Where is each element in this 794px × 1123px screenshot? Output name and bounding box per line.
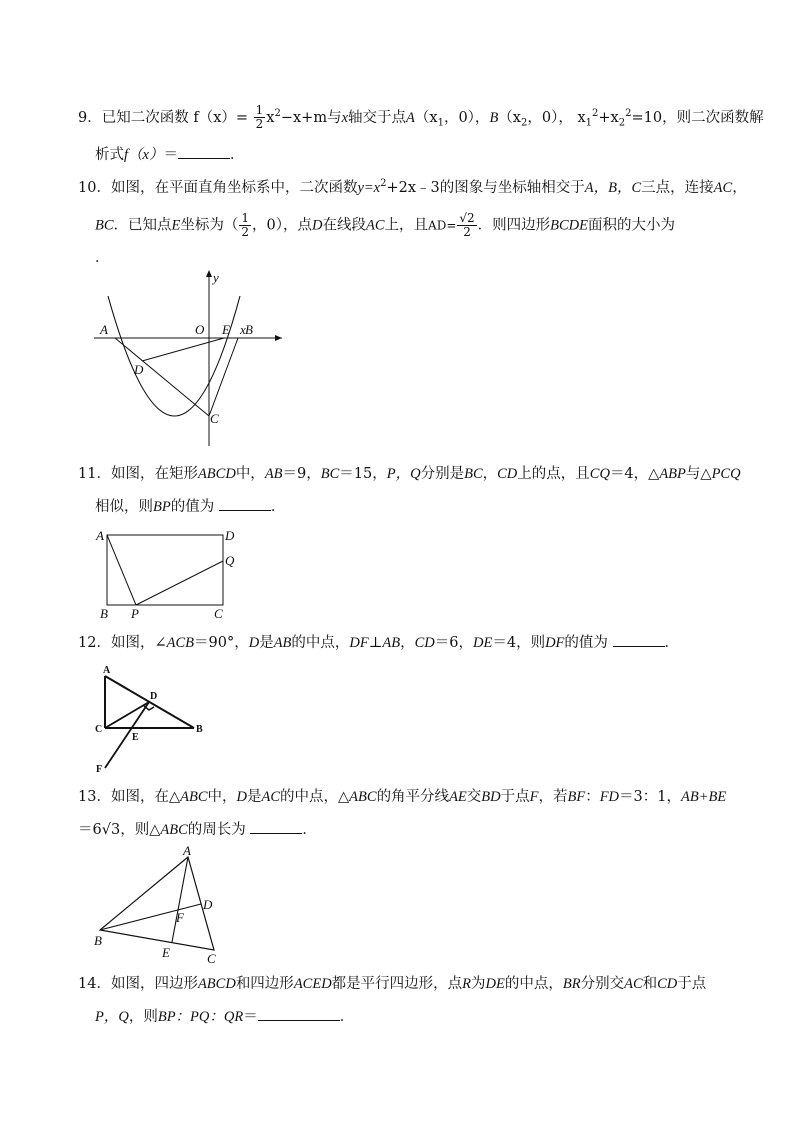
q13-answer-blank bbox=[250, 819, 302, 834]
parabola bbox=[108, 296, 240, 416]
label-a: A bbox=[183, 843, 191, 858]
label-f: F bbox=[176, 910, 184, 925]
q14-answer-blank bbox=[258, 1006, 340, 1021]
label-c: C bbox=[95, 724, 103, 735]
label-c: C bbox=[210, 411, 219, 426]
q10-line2: BC．已知点E坐标为（ $\frac{1}{2}$ ，0），点D在线段AC上，且AD= $\frac{√2}{2}$ ．则四边形BCDE面积的大小为 bbox=[95, 211, 676, 239]
label-a: A bbox=[103, 665, 111, 676]
segment-pq bbox=[136, 561, 223, 605]
y-axis-arrow bbox=[206, 270, 212, 277]
q9-answer-blank bbox=[178, 144, 230, 159]
label-e: E bbox=[132, 732, 139, 743]
q11-line2: 相似，则BP的值为 ． bbox=[95, 496, 285, 517]
q12-line1: 12．如图，∠ACB＝90°，D是AB的中点，DF⊥AB，CD＝6，DE＝4，则DF的值为 ． bbox=[78, 632, 679, 653]
q13-line2: ＝6√3，则△ABC的周长为 ． bbox=[78, 819, 317, 840]
q9-line2: 析式f（x）＝ ． bbox=[95, 144, 244, 165]
q11-answer-blank bbox=[219, 496, 271, 511]
segment-de bbox=[142, 338, 224, 361]
label-e: E bbox=[162, 945, 170, 960]
q9-number: 9． bbox=[78, 109, 102, 126]
segment-cd bbox=[105, 702, 149, 728]
label-a: A bbox=[96, 528, 104, 543]
label-e: E bbox=[222, 322, 230, 337]
label-b: B bbox=[245, 322, 253, 337]
q11-figure bbox=[92, 525, 252, 620]
label-x: x bbox=[240, 322, 246, 337]
right-angle-mark bbox=[144, 706, 154, 710]
label-p: P bbox=[131, 606, 139, 620]
segment-df bbox=[105, 702, 149, 768]
label-y: y bbox=[213, 270, 219, 285]
q14-line2: P，Q，则BP：PQ：QR＝ ． bbox=[95, 1006, 354, 1027]
segment-ap bbox=[107, 535, 136, 605]
label-c: C bbox=[214, 606, 223, 620]
triangle-abc bbox=[100, 857, 214, 950]
q12-figure bbox=[92, 660, 212, 775]
label-f: F bbox=[96, 764, 103, 775]
label-d: D bbox=[150, 691, 158, 702]
label-d: D bbox=[203, 897, 213, 912]
x-axis-arrow bbox=[275, 335, 282, 341]
q9-frac: $\frac{1}{2}$ bbox=[255, 103, 264, 132]
label-b: B bbox=[196, 724, 203, 735]
q13-line1: 13．如图，在△ABC中，D是AC的中点，△ABC的角平分线AE交BD于点F，若BF：FD＝3：1，AB+BE bbox=[78, 789, 727, 805]
q10-line1: 10．如图，在平面直角坐标系中，二次函数$y=x^2+2x﹣3$的图象与坐标轴相交于A，B，C三点，连接AC， bbox=[78, 178, 747, 196]
q10-figure bbox=[90, 266, 290, 451]
q10-line3: ． bbox=[95, 250, 110, 266]
label-b: B bbox=[94, 933, 102, 948]
q9-line1: 9．已知二次函数 f（x）= $\frac{1}{2}$ $x^2-x+m$与x轴交于点$A(x_1$，0），$B(x_2$，0）， $x_1^2+x_2^2=10$，则二次函数解 bbox=[78, 103, 764, 132]
q12-answer-blank bbox=[613, 632, 665, 647]
segment-ac bbox=[115, 338, 209, 416]
q13-figure bbox=[90, 842, 230, 967]
q11-line1: 11．如图，在矩形ABCD中，AB＝9，BC＝15，P，Q分别是BC，CD上的点，且CQ＝4，△ABP与△PCQ bbox=[78, 466, 741, 482]
label-d: D bbox=[225, 528, 235, 543]
segment-ae bbox=[172, 857, 188, 942]
label-c: C bbox=[207, 951, 216, 966]
label-a: A bbox=[100, 322, 108, 337]
label-b: B bbox=[100, 606, 108, 620]
label-d: D bbox=[134, 362, 144, 377]
q14-line1: 14．如图，四边形ABCD和四边形ACED都是平行四边形，点R为DE的中点，BR分别交AC和CD于点 bbox=[78, 976, 707, 992]
label-o: O bbox=[195, 322, 205, 337]
label-q: Q bbox=[225, 553, 235, 568]
